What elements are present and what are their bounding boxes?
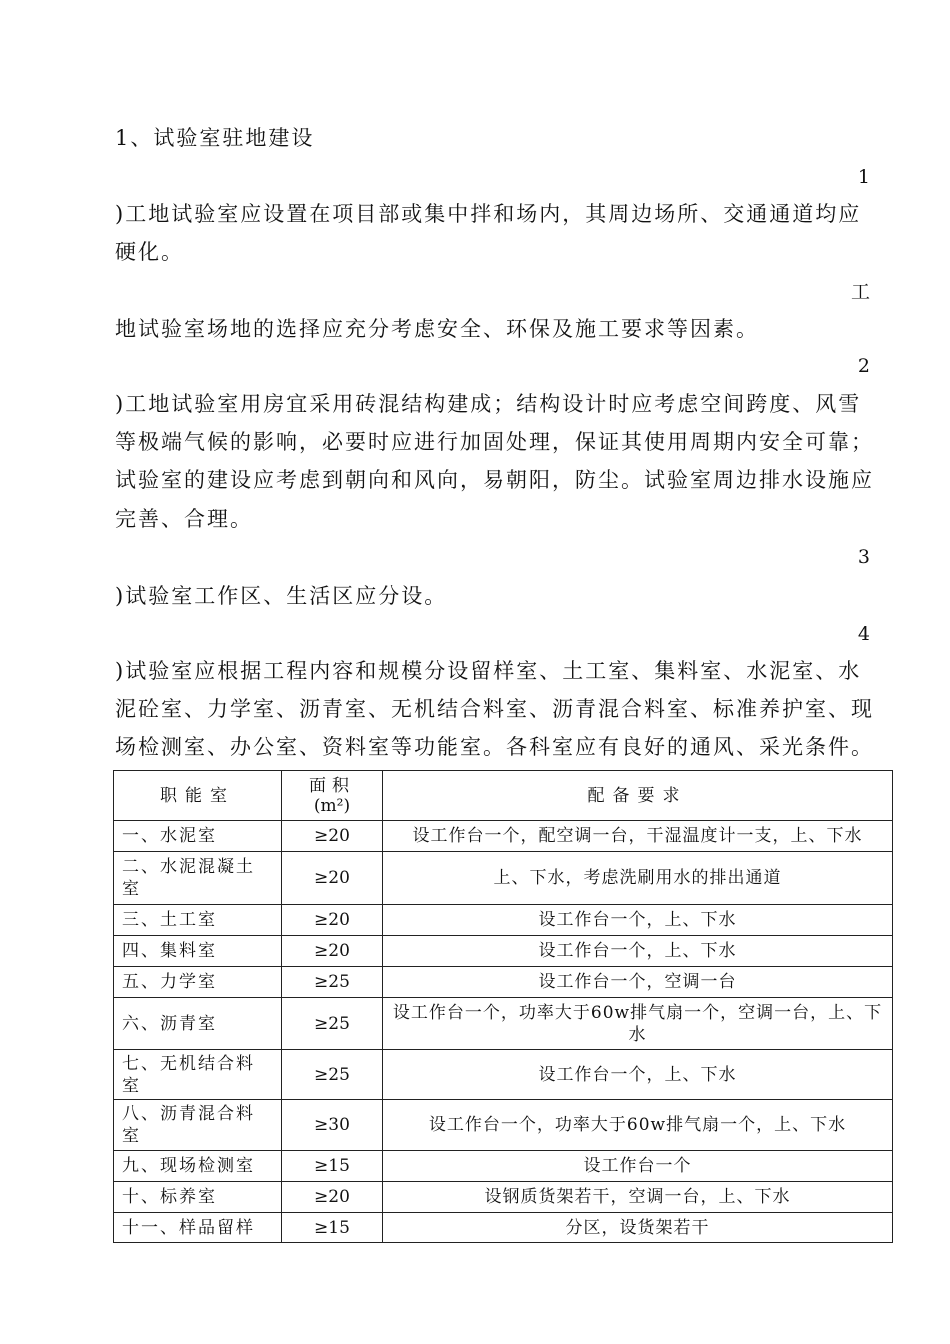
table-row [114,998,893,1050]
item-4-number: 4 [857,623,870,645]
area-cell: ≥20 [282,821,383,852]
area-cell: ≥25 [282,998,383,1050]
area-cell: ≥20 [282,936,383,967]
table-row [114,905,893,936]
area-cell: ≥15 [282,1151,383,1182]
table-row [114,1213,893,1243]
requirement-cell: 设工作台一个 [383,1151,893,1182]
header-room: 职能室 [114,771,282,821]
item-2-line-3: 试验室的建设应考虑到朝向和风向，易朝阳，防尘。试验室周边排水设施应 [115,468,874,492]
item-2-line-4: 完善、合理。 [115,507,253,531]
table-row [114,936,893,967]
requirement-cell: 设工作台一个，空调一台 [383,967,893,998]
header-area [282,771,383,821]
header-area-label: 面积 [309,775,355,796]
room-cell: 三、土工室 [114,905,282,936]
requirement-cell: 设工作台一个，上、下水 [383,905,893,936]
room-cell: 十一、样品留样 [114,1213,282,1243]
requirement-cell: 设钢质货架若干，空调一台，上、下水 [383,1182,893,1213]
item-gong-number: 工 [850,281,870,303]
requirement-cell: 设工作台一个，功率大于60w排气扇一个，空调一台，上、下水 [383,998,893,1050]
item-2-line-2: 等极端气候的影响，必要时应进行加固处理，保证其使用周期内安全可靠； [115,430,874,454]
requirement-cell: 设工作台一个，功率大于60w排气扇一个，上、下水 [383,1100,893,1151]
header-area-unit: (m²) [313,795,351,816]
item-1-number: 1 [857,166,870,188]
area-cell: ≥20 [282,1182,383,1213]
room-cell: 一、水泥室 [114,821,282,852]
item-4-line-3: 场检测室、办公室、资料室等功能室。各科室应有良好的通风、采光条件。 [115,735,874,759]
table-row [114,821,893,852]
requirement-cell: 设工作台一个，上、下水 [383,936,893,967]
item-3-line-1: )试验室工作区、生活区应分设。 [115,584,448,608]
requirement-cell: 上、下水，考虑洗刷用水的排出通道 [383,852,893,905]
section-title: 1、试验室驻地建设 [115,126,315,150]
item-2-number: 2 [857,355,870,377]
area-cell: ≥25 [282,967,383,998]
item-1-line-1: )工地试验室应设置在项目部或集中拌和场内，其周边场所、交通通道均应 [115,202,862,226]
requirement-cell: 分区，设货架若干 [383,1213,893,1243]
table-row [114,852,893,905]
room-cell: 七、无机结合料室 [114,1050,282,1100]
room-requirements-table [113,770,893,1243]
item-gong-line-1: 地试验室场地的选择应充分考虑安全、环保及施工要求等因素。 [115,317,759,341]
table-row [114,1050,893,1100]
requirement-cell: 设工作台一个，配空调一台，干湿温度计一支，上、下水 [383,821,893,852]
header-requirements: 配备要求 [383,771,893,821]
item-2-line-1: )工地试验室用房宜采用砖混结构建成；结构设计时应考虑空间跨度、风雪 [115,392,862,416]
area-cell: ≥20 [282,905,383,936]
room-cell: 十、标养室 [114,1182,282,1213]
area-cell: ≥30 [282,1100,383,1151]
item-4-line-2: 泥砼室、力学室、沥青室、无机结合料室、沥青混合料室、标准养护室、现 [115,697,874,721]
room-cell: 二、水泥混凝土室 [114,852,282,905]
item-3-number: 3 [857,546,870,568]
table-row [114,967,893,998]
room-cell: 四、集料室 [114,936,282,967]
room-cell: 五、力学室 [114,967,282,998]
room-cell: 九、现场检测室 [114,1151,282,1182]
table-row [114,1151,893,1182]
room-cell: 六、沥青室 [114,998,282,1050]
requirement-cell: 设工作台一个，上、下水 [383,1050,893,1100]
area-cell: ≥20 [282,852,383,905]
area-cell: ≥25 [282,1050,383,1100]
table-row [114,1182,893,1213]
room-cell: 八、沥青混合料室 [114,1100,282,1151]
table-row [114,1100,893,1151]
item-1-line-2: 硬化。 [115,240,184,264]
area-cell: ≥15 [282,1213,383,1243]
table-header-row [114,771,893,821]
item-4-line-1: )试验室应根据工程内容和规模分设留样室、土工室、集料室、水泥室、水 [115,659,862,683]
